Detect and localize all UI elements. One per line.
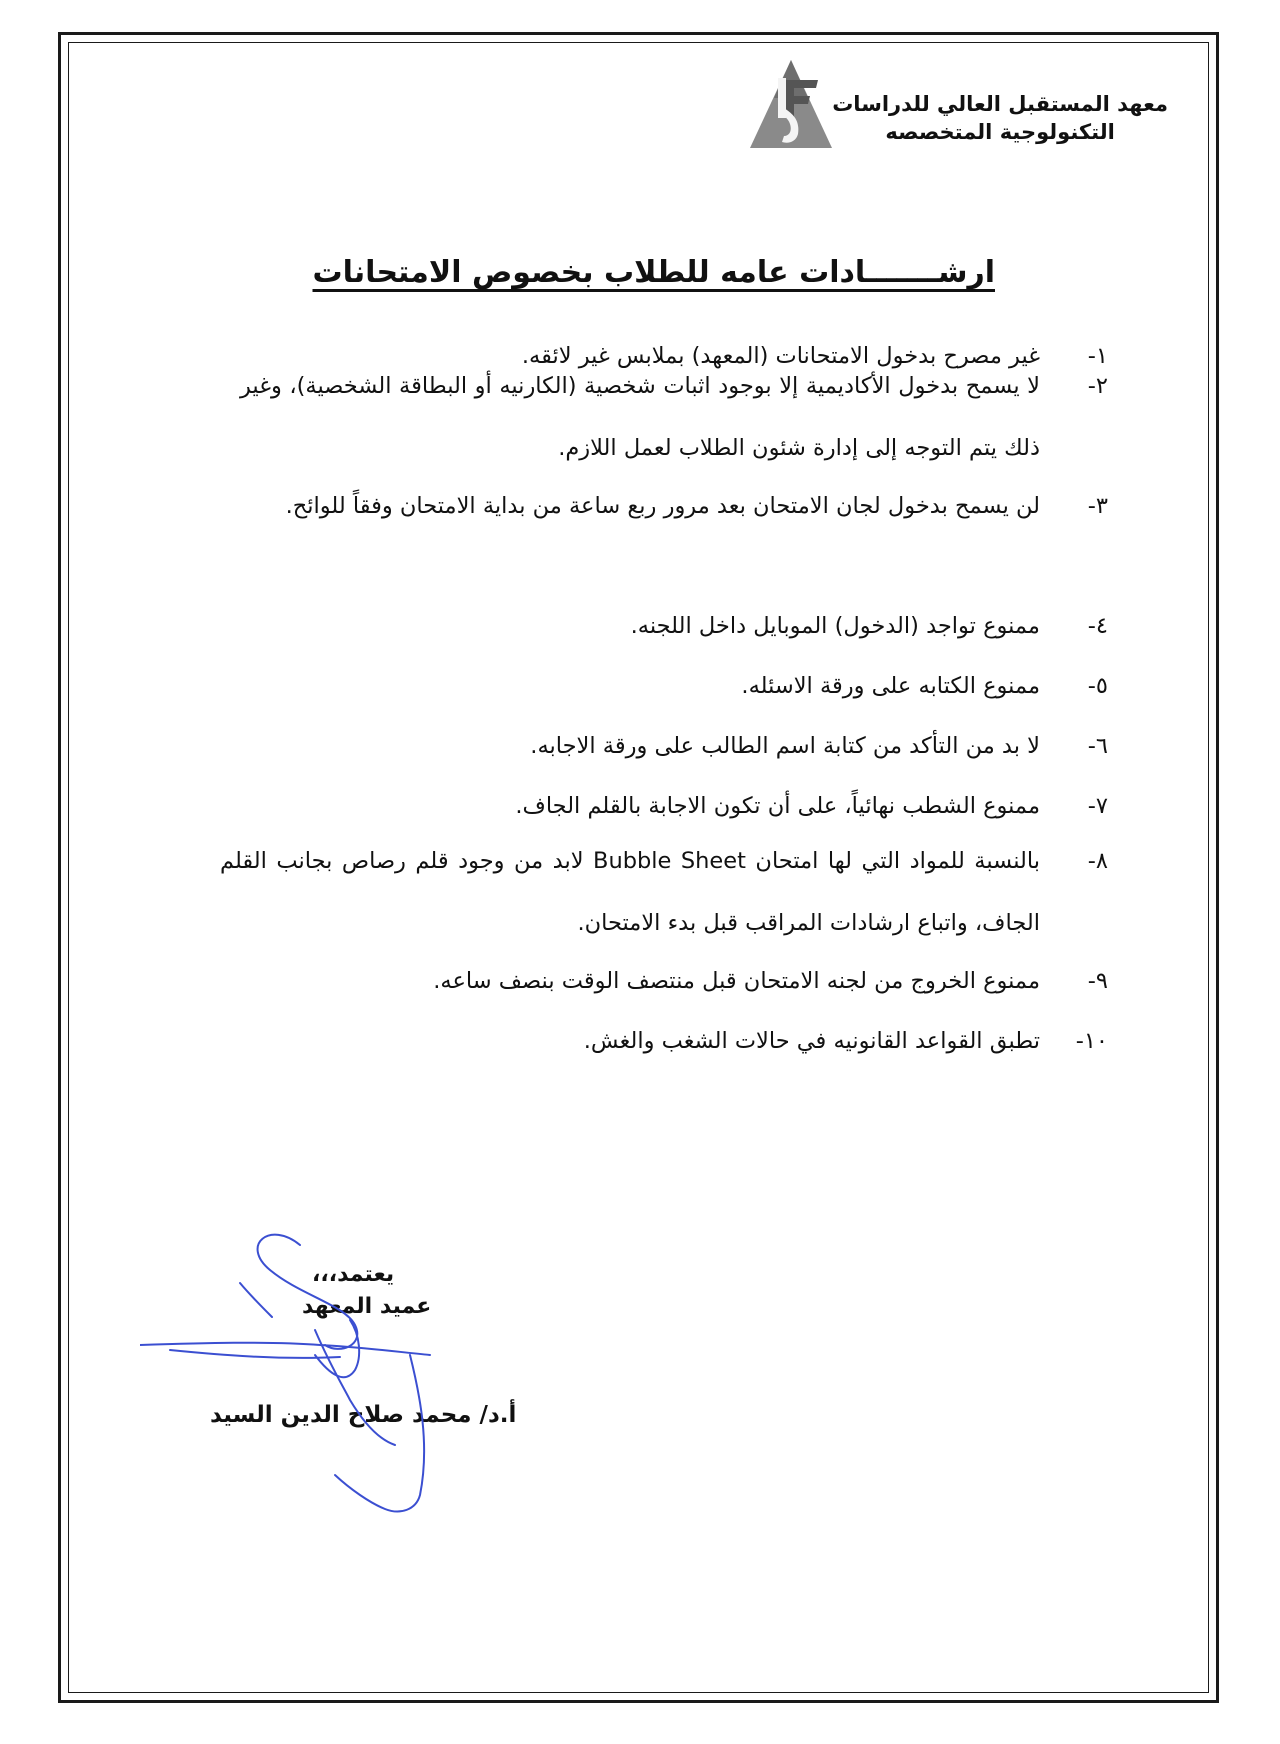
dean-title: عميد المعهد [302, 1294, 432, 1319]
list-item [260, 595, 1108, 657]
page-title: ارشـــــــادات عامه للطلاب بخصوص الامتحانات [312, 255, 995, 290]
dean-name: أ.د/ محمد صلاح الدين السيد [210, 1402, 517, 1428]
item-text: بالنسبة للمواد التي لها امتحان Bubble Sheet لابد من وجود قلم رصاص بجانب القلم الجاف، واتباع ارشادات المراقب قبل بدء الامتحان. [220, 848, 1040, 936]
item-number: ٣- [1087, 493, 1108, 519]
approval-label: يعتمد،،، [312, 1262, 395, 1287]
item-number: ٧- [1087, 793, 1108, 819]
item-number: ١- [1087, 343, 1108, 369]
item-text: ممنوع الخروج من لجنه الامتحان قبل منتصف الوقت بنصف ساعه. [433, 968, 1040, 994]
item-number: ٦- [1087, 733, 1108, 759]
item-text: لا يسمح بدخول الأكاديمية إلا بوجود اثبات شخصية (الكارنيه أو البطاقة الشخصية)، وغير ذلك يتم التوجه إلى إدارة شئون الطلاب لعمل اللازم. [240, 373, 1040, 461]
institute-name-line2: التكنولوجية المتخصصه [885, 120, 1115, 144]
list-item [240, 475, 1108, 537]
list-item [260, 655, 1108, 717]
item-text: غير مصرح بدخول الامتحانات (المعهد) بملابس غير لائقه. [521, 343, 1040, 369]
list-item [240, 355, 1108, 479]
list-item [260, 715, 1108, 777]
institute-name [832, 90, 1168, 146]
item-text: ممنوع الشطب نهائياً، على أن تكون الاجابة بالقلم الجاف. [515, 793, 1040, 819]
item-number: ٢- [1087, 373, 1108, 399]
list-item [220, 830, 1108, 954]
item-number: ١٠- [1075, 1028, 1108, 1054]
list-item [260, 1010, 1108, 1072]
institute-name-line1: معهد المستقبل العالي للدراسات [832, 92, 1168, 116]
item-number: ٨- [1087, 848, 1108, 874]
item-text: ممنوع تواجد (الدخول) الموبايل داخل اللجنه. [630, 613, 1040, 639]
item-text: تطبق القواعد القانونيه في حالات الشغب والغش. [583, 1028, 1040, 1054]
list-item [260, 775, 1108, 837]
item-text: لا بد من التأكد من كتابة اسم الطالب على ورقة الاجابه. [530, 733, 1040, 759]
item-number: ٤- [1087, 613, 1108, 639]
item-number: ٥- [1087, 673, 1108, 699]
item-text: ممنوع الكتابه على ورقة الاسئله. [741, 673, 1040, 699]
institute-logo-icon [748, 58, 834, 150]
item-number: ٩- [1087, 968, 1108, 994]
list-item [260, 950, 1108, 1012]
item-text: لن يسمح بدخول لجان الامتحان بعد مرور ربع ساعة من بداية الامتحان وفقاً للوائح. [285, 493, 1040, 519]
